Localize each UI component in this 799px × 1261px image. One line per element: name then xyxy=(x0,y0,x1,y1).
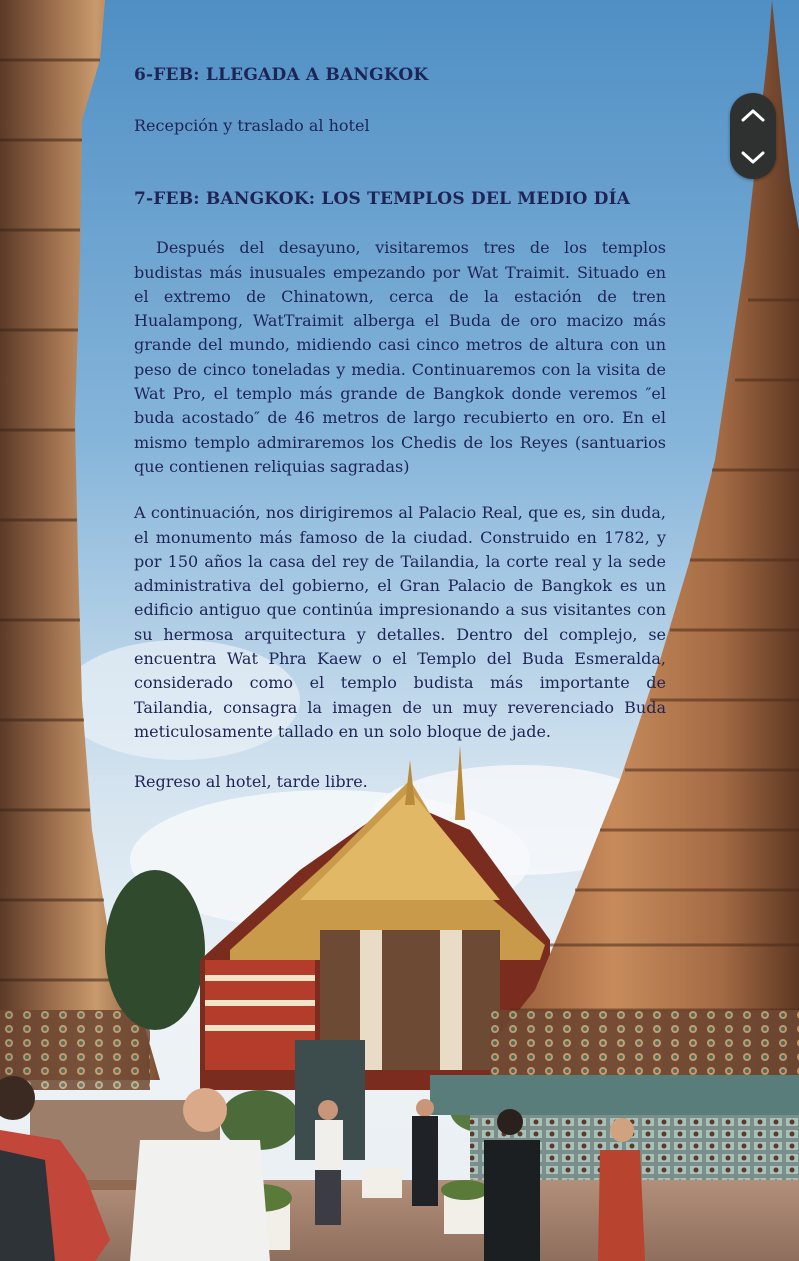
day-2-paragraph-3: Regreso al hotel, tarde libre. xyxy=(134,772,368,792)
day-1-title: 6-FEB: LLEGADA A BANGKOK xyxy=(134,65,429,85)
scroll-up-button[interactable] xyxy=(730,93,776,136)
chevron-up-icon xyxy=(740,107,766,123)
chevron-down-icon xyxy=(740,150,766,166)
day-2-paragraph-2: A continuación, nos dirigiremos al Palacio Real, que es, sin duda, el monumento más famoso de la ciudad. Construido en 1782, y por 150 años la casa del rey de Tailandia, la corte real y la sede administrativa del gobierno, el Gran Palacio de Bangkok es un edificio antiguo que continúa impresionando a sus visitantes con su hermosa arquitectura y detalles. Dentro del complejo, se encuentra Wat Phra Kaew o el Templo del Buda Esmeralda, considerado como el templo budista más importante de Tailandia, consagra la imagen de un muy reverenciado Buda meticulosamente tallado en un solo bloque de jade. xyxy=(134,503,666,741)
itinerary-content xyxy=(134,62,666,795)
day-2-title: 7-FEB: BANGKOK: LOS TEMPLOS DEL MEDIO DÍA xyxy=(134,189,631,210)
day-2-paragraph-1: Después del desayuno, visitaremos tres de los templos budistas más inusuales empezando por Wat Traimit. Situado en el extremo de Chinatown, cerca de la estación de tren Hualampong, WatTraimit alberga el Buda de oro macizo más grande del mundo, midiendo casi cinco metros de altura con un peso de cinco toneladas y media. Continuaremos con la visita de Wat Pro, el templo más grande de Bangkok donde veremos ″el buda acostado″ de 46 metros de largo recubierto en oro. En el mismo templo admiraremos los Chedis de los Reyes (santuarios que contienen reliquias sagradas) xyxy=(134,238,666,476)
scroll-down-button[interactable] xyxy=(730,136,776,179)
page-scroll-control xyxy=(730,93,776,179)
day-1-description: Recepción y traslado al hotel xyxy=(134,116,370,135)
